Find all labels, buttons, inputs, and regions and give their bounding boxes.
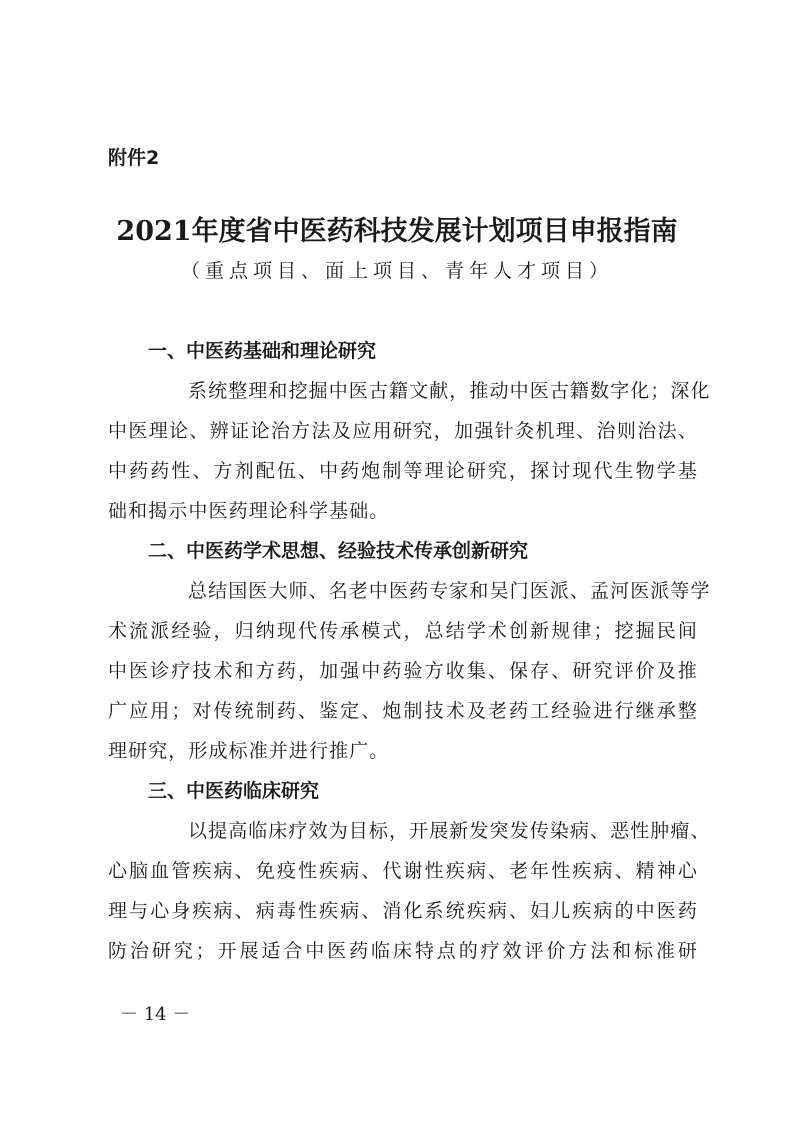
paragraph-line: 心脑血管疾病、免疫性疾病、代谢性疾病、老年性疾病、精神心 [108, 860, 698, 882]
paragraph-line: 系统整理和挖掘中医古籍文献，推动中医古籍数字化；深化 [188, 380, 711, 402]
paragraph-line: 以提高临床疗效为目标，开展新发突发传染病、恶性肿瘤、 [188, 820, 711, 842]
paragraph-line: 理与心身疾病、病毒性疾病、消化系统疾病、妇儿疾病的中医药 [108, 900, 698, 922]
section-body-basic-theory [108, 371, 711, 531]
section-heading-inheritance-innovation: 二、中医药学术思想、经验技术传承创新研究 [148, 540, 529, 562]
document-body [108, 331, 711, 971]
page-number: － 14 － [120, 1004, 191, 1025]
paragraph-line: 中药药性、方剂配伍、中药炮制等理论研究，探讨现代生物学基 [108, 460, 698, 482]
paragraph-line: 中医诊疗技术和方药，加强中药验方收集、保存、研究评价及推 [108, 660, 698, 682]
paragraph-line: 总结国医大师、名老中医药专家和吴门医派、孟河医派等学 [188, 580, 711, 602]
section-body-clinical-research [108, 811, 711, 971]
section-body-inheritance-innovation [108, 571, 711, 771]
document-subtitle: （重点项目、面上项目、青年人才项目） [180, 260, 613, 282]
section-heading-basic-theory: 一、中医药基础和理论研究 [148, 340, 377, 362]
document-title: 2021年度省中医药科技发展计划项目申报指南 [116, 216, 678, 247]
paragraph-line: 中医理论、辨证论治方法及应用研究，加强针灸机理、治则治法、 [108, 420, 698, 442]
paragraph-line: 术流派经验，归纳现代传承模式，总结学术创新规律；挖掘民间 [108, 620, 698, 642]
attachment-label: 附件2 [108, 147, 160, 169]
paragraph-line: 防治研究；开展适合中医药临床特点的疗效评价方法和标准研 [108, 940, 698, 962]
section-heading-clinical-research: 三、中医药临床研究 [148, 780, 320, 802]
paragraph-line: 础和揭示中医药理论科学基础。 [108, 500, 390, 522]
paragraph-line: 广应用；对传统制药、鉴定、炮制技术及老药工经验进行继承整 [108, 700, 698, 722]
paragraph-line: 理研究，形成标准并进行推广。 [108, 740, 390, 762]
